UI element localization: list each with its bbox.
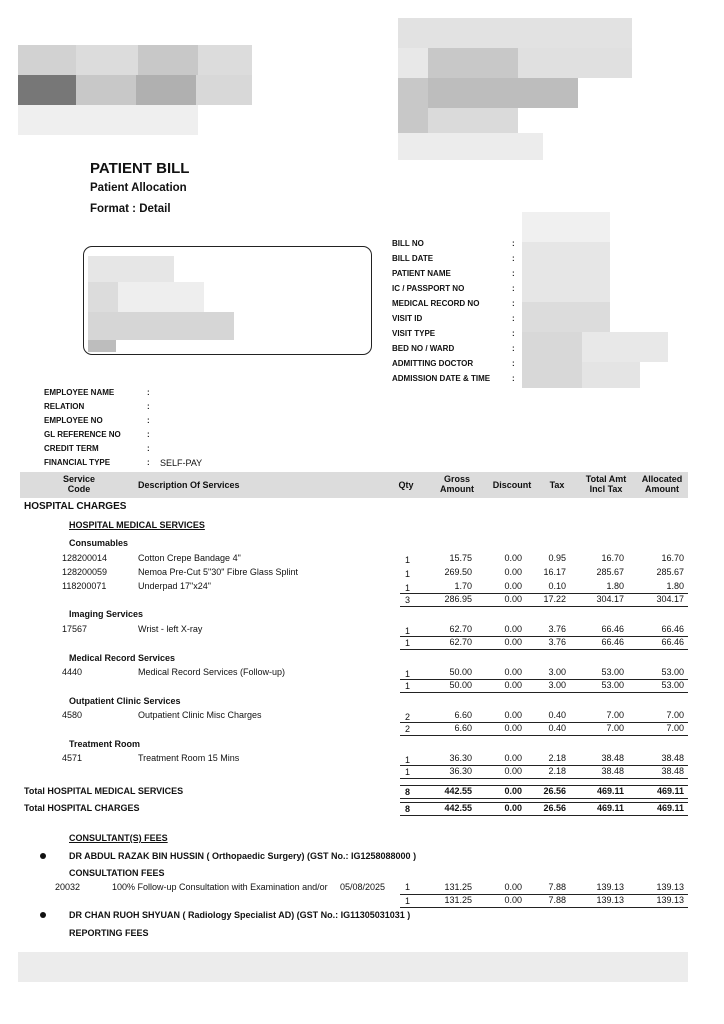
bill-no-label: BILL NO xyxy=(392,239,424,248)
gross: 36.30 xyxy=(449,753,472,763)
subtotal-discount: 0.00 xyxy=(504,766,522,776)
group-medical-record-services: Medical Record Services xyxy=(69,653,176,663)
page-title: PATIENT BILL xyxy=(90,160,190,177)
subtotal-qty: 1 xyxy=(404,638,410,648)
financial-type-value: SELF-PAY xyxy=(160,458,203,468)
doctor-name: DR CHAN RUOH SHYUAN ( Radiology Specialist AD) (GST No.: IG11305031031 ) xyxy=(69,910,411,920)
bullet-icon xyxy=(40,912,46,918)
group-imaging-services: Imaging Services xyxy=(69,609,144,619)
subtotal-qty: 1 xyxy=(404,896,410,906)
tax: 16.17 xyxy=(543,567,566,577)
colon: : xyxy=(512,299,515,308)
service-code: 20032 xyxy=(55,882,81,892)
colon: : xyxy=(512,374,515,383)
bill-date-label: BILL DATE xyxy=(392,254,434,263)
qty: 1 xyxy=(404,626,410,636)
page-subtitle: Patient Allocation xyxy=(90,182,187,194)
total-allocated: 469.11 xyxy=(656,803,684,813)
discount: 0.00 xyxy=(504,624,522,634)
tax: 0.10 xyxy=(548,581,566,591)
employee-name-label: EMPLOYEE NAME xyxy=(44,388,115,397)
subtotal-tax: 3.76 xyxy=(548,637,566,647)
subtotal-total: 7.00 xyxy=(606,723,624,733)
bill-info-row xyxy=(392,236,532,251)
subtotal-line xyxy=(400,907,688,908)
qty: 1 xyxy=(404,669,410,679)
service-code: 4440 xyxy=(62,667,83,677)
colon: : xyxy=(147,444,150,453)
tax: 7.88 xyxy=(548,882,566,892)
allocated: 53.00 xyxy=(661,667,684,677)
gross: 62.70 xyxy=(449,624,472,634)
gross: 50.00 xyxy=(449,667,472,677)
subtotal-gross: 6.60 xyxy=(454,723,472,733)
table-header xyxy=(20,472,688,498)
qty: 1 xyxy=(404,882,410,892)
employee-info-row xyxy=(44,386,244,400)
colon: : xyxy=(147,388,150,397)
colon: : xyxy=(147,430,150,439)
allocated: 285.67 xyxy=(656,567,684,577)
bill-info xyxy=(392,236,532,386)
allocated: 1.80 xyxy=(666,581,684,591)
service-description: Outpatient Clinic Misc Charges xyxy=(138,710,262,720)
group-treatment-room: Treatment Room xyxy=(69,739,141,749)
service-code: 4571 xyxy=(62,753,83,763)
header-tax: Tax xyxy=(549,480,565,490)
colon: : xyxy=(512,254,515,263)
colon: : xyxy=(147,458,150,467)
bullet-icon xyxy=(40,853,46,859)
admitting-doctor-label: ADMITTING DOCTOR xyxy=(392,359,474,368)
gross: 269.50 xyxy=(444,567,472,577)
colon: : xyxy=(512,329,515,338)
subtotal-gross: 62.70 xyxy=(449,637,472,647)
gross: 6.60 xyxy=(454,710,472,720)
subtotal-total: 53.00 xyxy=(601,680,624,690)
employee-info-row xyxy=(44,456,244,470)
total-hc-label: Total HOSPITAL CHARGES xyxy=(24,803,140,813)
subtotal-line xyxy=(400,692,688,693)
financial-type-label: FINANCIAL TYPE xyxy=(44,458,111,467)
header-description: Description Of Services xyxy=(138,480,240,490)
subtotal-allocated: 304.17 xyxy=(656,594,684,604)
service-description: Wrist - left X-ray xyxy=(138,624,203,634)
total-discount: 0.00 xyxy=(504,786,522,796)
discount: 0.00 xyxy=(504,753,522,763)
employee-info-row xyxy=(44,428,244,442)
qty: 1 xyxy=(404,555,410,565)
total: 139.13 xyxy=(596,882,624,892)
hospital-charges-heading: HOSPITAL CHARGES xyxy=(24,501,127,512)
subtotal-allocated: 7.00 xyxy=(666,723,684,733)
tax: 0.40 xyxy=(548,710,566,720)
service-description: Cotton Crepe Bandage 4" xyxy=(138,553,241,563)
total-discount: 0.00 xyxy=(504,803,522,813)
service-code: 17567 xyxy=(62,624,88,634)
bill-info-row xyxy=(392,296,532,311)
employee-no-label: EMPLOYEE NO xyxy=(44,416,103,425)
visit-type-label: VISIT TYPE xyxy=(392,329,436,338)
bill-info-row xyxy=(392,311,532,326)
allocated: 139.13 xyxy=(656,882,684,892)
subtotal-qty: 1 xyxy=(404,767,410,777)
header-qty: Qty xyxy=(398,480,414,490)
discount: 0.00 xyxy=(504,667,522,677)
subtotal-qty: 2 xyxy=(404,724,410,734)
redacted-bill-details xyxy=(522,212,668,388)
ic-passport-label: IC / PASSPORT NO xyxy=(392,284,465,293)
medical-record-label: MEDICAL RECORD NO xyxy=(392,299,480,308)
subtotal-tax: 2.18 xyxy=(548,766,566,776)
gross: 131.25 xyxy=(444,882,472,892)
bed-ward-label: BED NO / WARD xyxy=(392,344,455,353)
subtotal-gross: 50.00 xyxy=(449,680,472,690)
subtotal-line xyxy=(400,778,688,779)
colon: : xyxy=(512,344,515,353)
gross: 1.70 xyxy=(454,581,472,591)
bill-info-row xyxy=(392,326,532,341)
subtotal-discount: 0.00 xyxy=(504,723,522,733)
discount: 0.00 xyxy=(504,567,522,577)
service-code: 4580 xyxy=(62,710,83,720)
gl-reference-label: GL REFERENCE NO xyxy=(44,430,121,439)
subtotal-qty: 1 xyxy=(404,681,410,691)
group-consumables: Consumables xyxy=(69,538,129,548)
subtotal-allocated: 38.48 xyxy=(661,766,684,776)
total-gross: 442.55 xyxy=(444,786,472,796)
total: 16.70 xyxy=(601,553,624,563)
subtotal-discount: 0.00 xyxy=(504,637,522,647)
subtotal-discount: 0.00 xyxy=(504,594,522,604)
discount: 0.00 xyxy=(504,581,522,591)
qty: 1 xyxy=(404,569,410,579)
service-code: 118200071 xyxy=(62,581,107,591)
consultant-fees-heading: CONSULTANT(S) FEES xyxy=(69,833,168,843)
subtotal-line xyxy=(400,735,688,736)
bill-info-row xyxy=(392,251,532,266)
employee-info xyxy=(44,386,244,470)
allocated: 38.48 xyxy=(661,753,684,763)
colon: : xyxy=(512,269,515,278)
allocated: 66.46 xyxy=(661,624,684,634)
total-qty: 8 xyxy=(404,804,410,814)
service-description: Treatment Room 15 Mins xyxy=(138,753,240,763)
allocated: 16.70 xyxy=(661,553,684,563)
subtotal-tax: 7.88 xyxy=(548,895,566,905)
employee-info-row xyxy=(44,442,244,456)
total: 1.80 xyxy=(606,581,624,591)
credit-term-label: CREDIT TERM xyxy=(44,444,99,453)
subtotal-allocated: 53.00 xyxy=(661,680,684,690)
total: 7.00 xyxy=(606,710,624,720)
admission-date-label: ADMISSION DATE & TIME xyxy=(392,374,491,383)
redacted-hospital-logo xyxy=(18,45,252,135)
qty: 2 xyxy=(404,712,410,722)
tax: 2.18 xyxy=(548,753,566,763)
service-code: 128200014 xyxy=(62,553,108,563)
service-date: 05/08/2025 xyxy=(340,882,386,892)
qty: 1 xyxy=(404,755,410,765)
employee-info-row xyxy=(44,414,244,428)
tax: 0.95 xyxy=(548,553,566,563)
total-allocated: 469.11 xyxy=(656,786,684,796)
group-outpatient-clinic-services: Outpatient Clinic Services xyxy=(69,696,181,706)
total-tax: 26.56 xyxy=(543,786,566,796)
format-label: Format : Detail xyxy=(90,203,171,215)
subtotal-discount: 0.00 xyxy=(504,680,522,690)
patient-name-label: PATIENT NAME xyxy=(392,269,451,278)
colon: : xyxy=(147,416,150,425)
subtotal-tax: 0.40 xyxy=(548,723,566,733)
bill-info-row xyxy=(392,356,532,371)
discount: 0.00 xyxy=(504,710,522,720)
header-gross-amount: Gross Amount xyxy=(440,474,474,494)
relation-label: RELATION xyxy=(44,402,85,411)
total-hms-label: Total HOSPITAL MEDICAL SERVICES xyxy=(24,786,184,796)
total-line xyxy=(400,798,688,799)
service-description: Underpad 17"x24" xyxy=(138,581,211,591)
subtotal-qty: 3 xyxy=(404,595,410,605)
total-total: 469.11 xyxy=(596,803,624,813)
bill-info-row xyxy=(392,341,532,356)
hospital-medical-services-heading: HOSPITAL MEDICAL SERVICES xyxy=(69,520,205,530)
discount: 0.00 xyxy=(504,553,522,563)
service-description: 100% Follow-up Consultation with Examination and/or xyxy=(112,882,328,892)
colon: : xyxy=(512,284,515,293)
colon: : xyxy=(512,314,515,323)
subtotal-tax: 3.00 xyxy=(548,680,566,690)
header-service-code: Service Code xyxy=(62,474,96,494)
reporting-fees-heading: REPORTING FEES xyxy=(69,928,149,938)
patient-address-box xyxy=(83,246,372,355)
redacted-footer xyxy=(18,952,688,982)
service-description: Medical Record Services (Follow-up) xyxy=(138,667,286,677)
total: 66.46 xyxy=(601,624,624,634)
total-line xyxy=(400,815,688,816)
total-qty: 8 xyxy=(404,787,410,797)
total-total: 469.11 xyxy=(596,786,624,796)
header-discount: Discount xyxy=(492,480,532,490)
subtotal-gross: 286.95 xyxy=(444,594,472,604)
subtotal-total: 66.46 xyxy=(601,637,624,647)
subtotal-total: 304.17 xyxy=(596,594,624,604)
subtotal-gross: 131.25 xyxy=(444,895,472,905)
total-gross: 442.55 xyxy=(444,803,472,813)
gross: 15.75 xyxy=(449,553,472,563)
bill-info-row xyxy=(392,371,532,386)
service-code: 128200059 xyxy=(62,567,108,577)
consultation-fees-heading: CONSULTATION FEES xyxy=(69,868,165,878)
subtotal-total: 38.48 xyxy=(601,766,624,776)
service-description: Nemoa Pre-Cut 5"30" Fibre Glass Splint xyxy=(138,567,298,577)
subtotal-discount: 0.00 xyxy=(504,895,522,905)
subtotal-tax: 17.22 xyxy=(543,594,566,604)
subtotal-gross: 36.30 xyxy=(449,766,472,776)
total: 285.67 xyxy=(596,567,624,577)
header-total-amount: Total Amt Incl Tax xyxy=(585,474,627,494)
total-tax: 26.56 xyxy=(543,803,566,813)
subtotal-allocated: 66.46 xyxy=(661,637,684,647)
header-allocated-amount: Allocated Amount xyxy=(641,474,683,494)
colon: : xyxy=(512,359,515,368)
total: 38.48 xyxy=(601,753,624,763)
colon: : xyxy=(512,239,515,248)
subtotal-allocated: 139.13 xyxy=(656,895,684,905)
employee-info-row xyxy=(44,400,244,414)
subtotal-line xyxy=(400,606,688,607)
total: 53.00 xyxy=(601,667,624,677)
tax: 3.00 xyxy=(548,667,566,677)
allocated: 7.00 xyxy=(666,710,684,720)
doctor-name: DR ABDUL RAZAK BIN HUSSIN ( Orthopaedic Surgery) (GST No.: IG1258088000 ) xyxy=(69,851,417,861)
tax: 3.76 xyxy=(548,624,566,634)
subtotal-line xyxy=(400,649,688,650)
bill-info-row xyxy=(392,266,532,281)
colon: : xyxy=(147,402,150,411)
visit-id-label: VISIT ID xyxy=(392,314,423,323)
discount: 0.00 xyxy=(504,882,522,892)
bill-info-row xyxy=(392,281,532,296)
qty: 1 xyxy=(404,583,410,593)
subtotal-total: 139.13 xyxy=(596,895,624,905)
redacted-hospital-address xyxy=(398,18,632,160)
